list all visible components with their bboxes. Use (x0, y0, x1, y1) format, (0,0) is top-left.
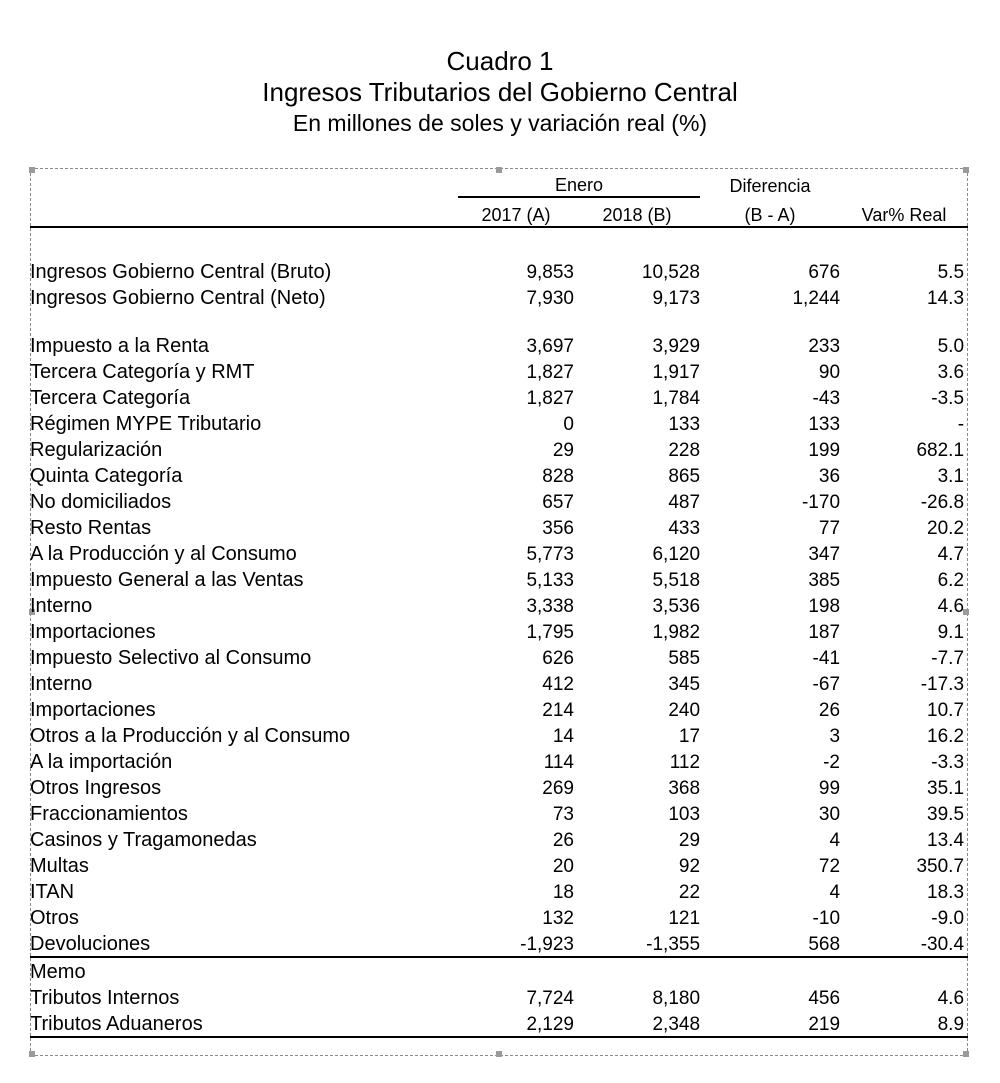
cell-var-real: 3.6 (937, 362, 965, 383)
cell-difference: 72 (818, 856, 841, 877)
cell-2018: 368 (668, 778, 701, 799)
row-label: Tercera Categoría y RMT (30, 361, 255, 383)
header-var-real: Var% Real (861, 205, 947, 225)
cell-difference: -41 (812, 648, 841, 669)
spacer-row (30, 227, 968, 258)
row-label: Importaciones (30, 621, 156, 643)
memo-header-empty-cell (574, 957, 700, 984)
cell-2017: 7,930 (526, 288, 574, 309)
cell-var-real: 4.6 (937, 596, 965, 617)
table-row[interactable] (30, 358, 968, 384)
cell-var-real: -3.5 (931, 388, 965, 409)
cell-difference: 199 (808, 440, 841, 461)
cell-var-real: 20.2 (927, 518, 965, 539)
table-row[interactable] (30, 618, 968, 644)
cell-2017: 3,697 (526, 336, 574, 357)
cell-difference: 4 (829, 830, 841, 851)
cell-2017: 828 (542, 466, 574, 487)
cell-2018: 487 (668, 492, 701, 513)
table-row[interactable] (30, 696, 968, 722)
cell-difference: 219 (700, 1010, 840, 1037)
page-title: Cuadro 1 (446, 46, 554, 76)
table-row[interactable] (30, 852, 968, 878)
cell-2018: 17 (678, 726, 701, 747)
cell-2018: 1,917 (652, 362, 701, 383)
tax-revenue-table-container (30, 168, 968, 1038)
cell-var-real: - (957, 414, 965, 435)
row-label: Interno (30, 673, 93, 695)
table-body (30, 227, 968, 957)
cell-2017: 18 (552, 882, 574, 903)
cell-difference: -2 (823, 752, 841, 773)
table-row[interactable] (30, 904, 968, 930)
cell-var-real: 4.6 (937, 988, 965, 1009)
cell-2017: 1,795 (526, 622, 574, 643)
cell-var-real: 9.1 (937, 622, 965, 643)
table-row[interactable] (30, 592, 968, 618)
cell-2018: 121 (668, 908, 701, 929)
cell-difference: 90 (818, 362, 841, 383)
row-label: Otros a la Producción y al Consumo (30, 725, 351, 747)
header-row-group (30, 168, 968, 197)
cell-2017: 657 (542, 492, 574, 513)
cell-var-real: 5.0 (937, 336, 965, 357)
cell-difference: 456 (808, 988, 841, 1009)
table-row[interactable] (30, 1010, 968, 1037)
cell-2018: 345 (668, 674, 701, 695)
table-row[interactable] (30, 644, 968, 670)
cell-difference: 133 (808, 414, 841, 435)
cell-var-real: -3.3 (931, 752, 965, 773)
spacer-cell (30, 310, 968, 332)
table-title-block (0, 0, 1000, 139)
cell-2017: 5,773 (526, 544, 574, 565)
header-col-2018: 2018 (B) (602, 205, 672, 225)
cell-var-real: 18.3 (927, 882, 965, 903)
row-label: A la Producción y al Consumo (30, 543, 297, 565)
cell-2017: -1,923 (458, 930, 574, 957)
cell-2018: 133 (668, 414, 701, 435)
cell-var-real: 6.2 (937, 570, 965, 591)
row-label: Tributos Aduaneros (30, 1010, 458, 1037)
cell-2017: 356 (542, 518, 574, 539)
table-row[interactable] (30, 436, 968, 462)
resize-handle-bottom-left[interactable] (29, 1051, 35, 1057)
memo-label: Memo (30, 961, 86, 983)
table-row[interactable] (30, 410, 968, 436)
table-row[interactable] (30, 284, 968, 310)
row-label: Otros Ingresos (30, 777, 162, 799)
row-label: Importaciones (30, 699, 156, 721)
table-row[interactable] (30, 878, 968, 904)
cell-2017: 3,338 (526, 596, 574, 617)
table-subtitle: Ingresos Tributarios del Gobierno Central (262, 77, 738, 107)
row-label: Fraccionamientos (30, 803, 188, 825)
spacer-cell (30, 227, 968, 258)
cell-2017: 114 (543, 752, 574, 773)
row-label: Ingresos Gobierno Central (Bruto) (30, 261, 332, 283)
row-label: Impuesto a la Renta (30, 335, 209, 357)
header-group-enero: Enero (458, 168, 700, 197)
cell-var-real: 14.3 (927, 288, 965, 309)
cell-2018: 5,518 (652, 570, 701, 591)
row-label: Impuesto General a las Ventas (30, 569, 304, 591)
table-row[interactable] (30, 800, 968, 826)
table-row[interactable] (30, 670, 968, 696)
row-label: Régimen MYPE Tributario (30, 413, 262, 435)
table-row[interactable] (30, 930, 968, 957)
cell-2017: 626 (542, 648, 574, 669)
cell-2018: 3,929 (652, 336, 701, 357)
cell-2018: 865 (668, 466, 701, 487)
memo-header-empty-cell (458, 957, 574, 984)
memo-header-row (30, 957, 968, 984)
cell-difference: 4 (829, 882, 841, 903)
cell-2017: 29 (552, 440, 574, 461)
cell-2017: 7,724 (526, 988, 574, 1009)
cell-var-real: 682.1 (916, 440, 965, 461)
cell-difference: 99 (818, 778, 841, 799)
cell-var-real: 35.1 (927, 778, 965, 799)
cell-var-real: -7.7 (931, 648, 965, 669)
table-row[interactable] (30, 748, 968, 774)
cell-2018: 228 (668, 440, 701, 461)
cell-var-real: 350.7 (916, 856, 965, 877)
cell-2017: 412 (542, 674, 574, 695)
cell-2017: 73 (552, 804, 574, 825)
cell-difference: 30 (818, 804, 841, 825)
row-label: Interno (30, 595, 93, 617)
cell-difference: -170 (801, 492, 841, 513)
cell-2018: 585 (668, 648, 701, 669)
table-units-note: En millones de soles y variación real (%) (292, 110, 708, 136)
cell-2018: 2,348 (574, 1010, 700, 1037)
table-row[interactable] (30, 462, 968, 488)
cell-2017: 1,827 (526, 362, 574, 383)
cell-difference: 187 (808, 622, 841, 643)
cell-difference: 676 (808, 262, 841, 283)
table-row[interactable] (30, 774, 968, 800)
table-row[interactable] (30, 540, 968, 566)
header-col-2017: 2017 (A) (481, 205, 551, 225)
row-label: Casinos y Tragamonedas (30, 829, 257, 851)
cell-2018: 103 (668, 804, 701, 825)
memo-header-empty-cell (840, 957, 968, 984)
cell-2018: 9,173 (652, 288, 701, 309)
memo-body (30, 957, 968, 1037)
cell-2017: 214 (542, 700, 574, 721)
cell-var-real: 16.2 (927, 726, 965, 747)
cell-2017: 2,129 (458, 1010, 574, 1037)
cell-difference: 77 (818, 518, 841, 539)
cell-2018: 433 (668, 518, 701, 539)
cell-2017: 0 (563, 414, 574, 435)
row-label: ITAN (30, 881, 75, 903)
table-row[interactable] (30, 722, 968, 748)
row-label: Ingresos Gobierno Central (Neto) (30, 287, 326, 309)
row-label: Resto Rentas (30, 517, 152, 539)
cell-2017: 269 (542, 778, 574, 799)
cell-2018: -1,355 (574, 930, 700, 957)
cell-2018: 3,536 (652, 596, 701, 617)
resize-handle-bottom-middle[interactable] (496, 1051, 502, 1057)
table-row[interactable] (30, 984, 968, 1010)
cell-var-real: 5.5 (937, 262, 965, 283)
cell-difference: -10 (812, 908, 841, 929)
table-header (30, 168, 968, 227)
cell-2018: 8,180 (652, 988, 701, 1009)
cell-2018: 112 (669, 752, 701, 773)
cell-var-real: 3.1 (937, 466, 965, 487)
row-label: Devoluciones (30, 930, 458, 957)
cell-2018: 6,120 (652, 544, 701, 565)
cell-var-real: 13.4 (927, 830, 965, 851)
cell-difference: 347 (808, 544, 841, 565)
cell-difference: -67 (812, 674, 841, 695)
row-label: Quinta Categoría (30, 465, 183, 487)
cell-difference: -43 (812, 388, 841, 409)
row-label: Tercera Categoría (30, 387, 191, 409)
row-label: Otros (30, 907, 79, 929)
cell-var-real: -26.8 (920, 492, 965, 513)
cell-difference: 26 (818, 700, 841, 721)
table-row[interactable] (30, 566, 968, 592)
cell-var-real: -30.4 (840, 930, 968, 957)
cell-var-real: -17.3 (920, 674, 965, 695)
table-row[interactable] (30, 826, 968, 852)
table-row[interactable] (30, 514, 968, 540)
cell-difference: 36 (818, 466, 841, 487)
cell-var-real: 39.5 (927, 804, 965, 825)
cell-2018: 22 (678, 882, 701, 903)
table-row[interactable] (30, 384, 968, 410)
cell-difference: 198 (808, 596, 841, 617)
cell-2017: 14 (552, 726, 574, 747)
cell-2017: 9,853 (526, 262, 574, 283)
cell-difference: 233 (808, 336, 841, 357)
tax-revenue-table (30, 168, 968, 1038)
cell-2017: 20 (552, 856, 574, 877)
header-spacer-cell-2 (30, 197, 458, 226)
cell-2017: 5,133 (526, 570, 574, 591)
header-row-years (30, 197, 968, 226)
cell-difference: 3 (829, 726, 841, 747)
memo-header-empty-cell (700, 957, 840, 984)
header-spacer-cell (30, 168, 458, 197)
cell-difference: 385 (808, 570, 841, 591)
cell-var-real: 8.9 (840, 1010, 968, 1037)
cell-2018: 92 (678, 856, 701, 877)
row-label: Regularización (30, 439, 163, 461)
table-row[interactable] (30, 332, 968, 358)
header-diferencia-bottom: (B - A) (744, 205, 796, 225)
cell-2017: 26 (552, 830, 574, 851)
spacer-row (30, 310, 968, 332)
row-label: Multas (30, 855, 89, 877)
cell-difference: 1,244 (792, 288, 841, 309)
row-label: No domiciliados (30, 491, 172, 513)
table-row[interactable] (30, 488, 968, 514)
row-label: Impuesto Selectivo al Consumo (30, 647, 312, 669)
cell-2018: 1,784 (652, 388, 701, 409)
table-row[interactable] (30, 258, 968, 284)
cell-2017: 132 (542, 908, 574, 929)
cell-var-real: 4.7 (937, 544, 965, 565)
cell-2018: 10,528 (641, 262, 701, 283)
header-diferencia-top: Diferencia (729, 176, 811, 196)
row-label: Tributos Internos (30, 987, 180, 1009)
cell-difference: 568 (700, 930, 840, 957)
row-label: A la importación (30, 751, 173, 773)
resize-handle-bottom-right[interactable] (963, 1051, 969, 1057)
cell-2018: 1,982 (652, 622, 701, 643)
cell-var-real: -9.0 (931, 908, 965, 929)
cell-var-real: 10.7 (927, 700, 965, 721)
cell-2017: 1,827 (526, 388, 574, 409)
cell-2018: 240 (668, 700, 701, 721)
cell-2018: 29 (678, 830, 701, 851)
